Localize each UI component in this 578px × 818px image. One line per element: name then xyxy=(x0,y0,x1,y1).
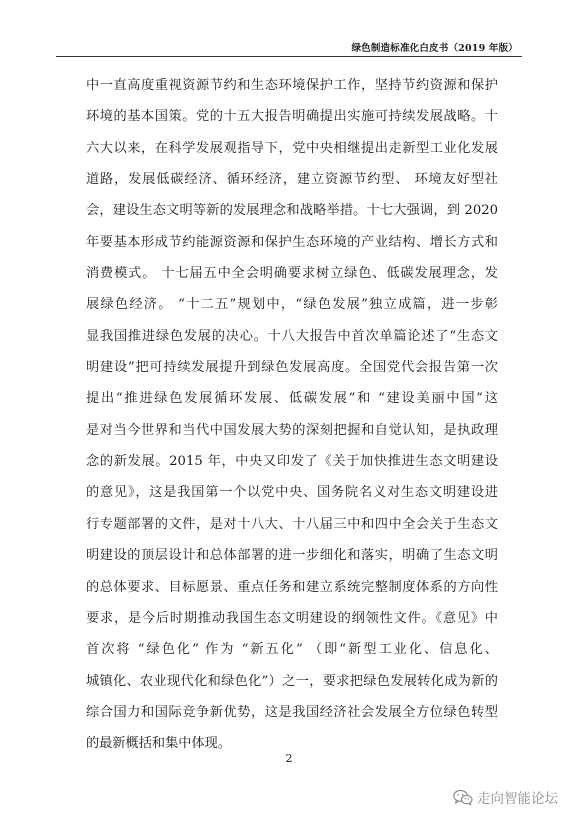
paragraph-line: 念的新发展。2015 年，中央又印发了《关于加快推进生态文明建设 xyxy=(86,454,498,470)
paragraph-line: 综合国力和国际竞争新优势，这是我国经济社会发展全方位绿色转型 xyxy=(86,704,498,720)
body-paragraph xyxy=(86,70,498,760)
watermark-text: 走向智能论坛 xyxy=(477,791,558,807)
header-divider xyxy=(56,56,522,57)
paragraph-line: 要求，是今后时期推动我国生态文明建设的纲领性文件。《意见》中 xyxy=(86,610,498,626)
paragraph-line: 展绿色经济。 “十二五”规划中，“绿色发展”独立成篇，进一步彰 xyxy=(86,297,498,313)
paragraph-line: 中一直高度重视资源节约和生态环境保护工作，坚持节约资源和保护 xyxy=(86,78,498,93)
paragraph-line: 城镇化、农业现代化和绿色化”）之一，要求把绿色发展转化成为新的 xyxy=(86,673,498,689)
paragraph-line: 的最新概括和集中体现。 xyxy=(86,736,232,752)
paragraph-line: 六大以来，在科学发展观指导下，党中央相继提出走新型工业化发展 xyxy=(86,140,498,156)
paragraph-line: 道路，发展低碳经济、循环经济，建立资源节约型、 环境友好型社 xyxy=(86,172,498,188)
page-number: 2 xyxy=(285,752,293,765)
paragraph-line: 明建设”把可持续发展提升到绿色发展高度。全国党代会报告第一次 xyxy=(86,360,498,376)
paragraph-line: 首次将 “绿色化” 作为 “新五化” （即“新型工业化、信息化、 xyxy=(86,642,498,658)
wechat-icon xyxy=(453,789,473,806)
paragraph-line: 是对当今世界和当代中国发展大势的深刻把握和自觉认知，是执政理 xyxy=(86,422,498,438)
watermark xyxy=(453,787,558,807)
paragraph-line: 的总体要求、目标愿景、重点任务和建立系统完整制度体系的方向性 xyxy=(86,579,498,595)
paragraph-line: 的意见》，这是我国第一个以党中央、国务院名义对生态文明建设进 xyxy=(86,485,498,501)
paragraph-line: 提出“推进绿色发展循环发展、低碳发展”和 “建设美丽中国”这 xyxy=(86,391,498,407)
running-header: 绿色制造标准化白皮书（2019 年版） xyxy=(351,43,518,54)
paragraph-line: 年要基本形成节约能源资源和保护生态环境的产业结构、增长方式和 xyxy=(86,234,498,250)
paragraph-line: 会，建设生态文明等新的发展理念和战略举措。十七大强调，到 2020 xyxy=(86,203,498,219)
paragraph-line: 行专题部署的文件，是对十八大、十八届三中和四中全会关于生态文 xyxy=(86,516,498,532)
paragraph-line: 环境的基本国策。党的十五大报告明确提出实施可持续发展战略。十 xyxy=(86,109,498,125)
paragraph-line: 显我国推进绿色发展的决心。十八大报告中首次单篇论述了“生态文 xyxy=(86,328,498,344)
paragraph-line: 明建设的顶层设计和总体部署的进一步细化和落实，明确了生态文明 xyxy=(86,548,498,564)
paragraph-line: 消费模式。 十七届五中全会明确要求树立绿色、低碳发展理念，发 xyxy=(86,266,498,282)
